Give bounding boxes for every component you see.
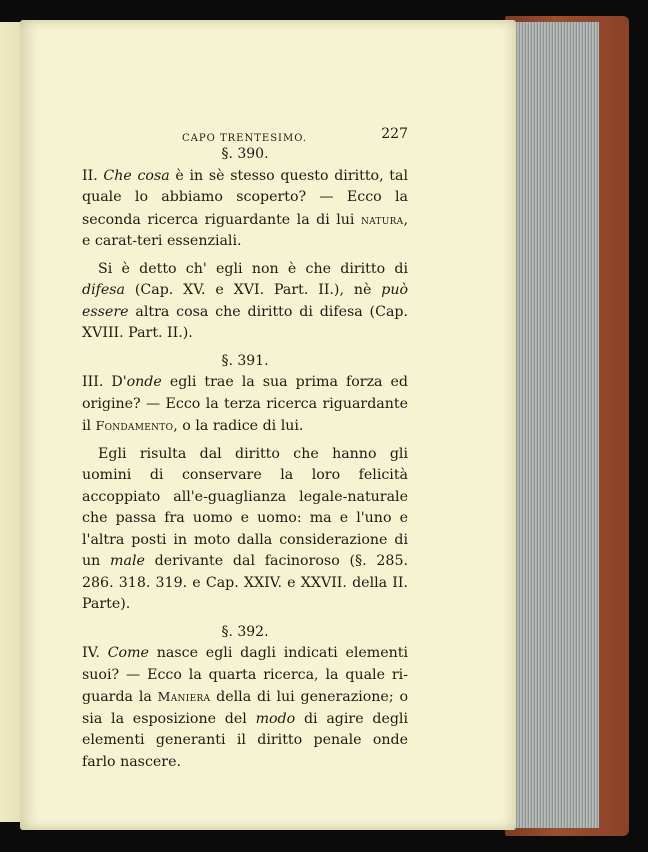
- italic-text: male: [110, 553, 145, 569]
- sections-container: [82, 144, 408, 773]
- small-caps-text: natura: [360, 211, 404, 227]
- running-title: CAPO TRENTESIMO.: [182, 133, 308, 144]
- section-heading: §. 390.: [221, 146, 269, 162]
- small-caps-text: Fondamento: [95, 418, 174, 433]
- paragraph: Egli risulta dal diritto che hanno gli uomini di conservare la loro felicità accoppiato all'e-guaglianza legale-naturale che passa fra uomo e uomo: ma e l'uno e l'altra posti in moto dalla considerazione di un male derivante dal facinoroso (§. 285. 286. 318. 319. e Cap. XXIV. e XXVII. della II. Parte).: [82, 445, 408, 612]
- italic-text: onde: [126, 374, 162, 390]
- paragraph: II. Che cosa è in sè stesso questo diritto, tal quale lo abbiamo scoperto? — Ecco la seconda ricerca riguardante la di lui natura, e carat-teri essenziali.: [82, 167, 408, 249]
- page-number: 227: [381, 126, 408, 142]
- paragraph: IV. Come nasce egli dagli indicati elementi suoi? — Ecco la quarta ricerca, la quale ri-guarda la Maniera della di lui generazione; o sia la esposizione del modo di agire degli elementi generanti il diritto penale onde farlo nascere.: [82, 645, 409, 770]
- page-header: [82, 124, 408, 144]
- paragraph: III. D'onde egli trae la sua prima forza ed origine? — Ecco la terza ricerca riguardante il Fondamento, o la radice di lui.: [82, 374, 408, 434]
- book-page: [20, 20, 516, 830]
- italic-text: Che cosa: [103, 167, 170, 184]
- italic-text: può essere: [82, 282, 408, 320]
- italic-text: Come: [107, 645, 149, 661]
- page-edges: [512, 22, 599, 828]
- section-heading: §. 392.: [221, 623, 269, 640]
- small-caps-text: Maniera: [157, 689, 211, 704]
- section-heading: §. 391.: [221, 352, 269, 369]
- paragraph: Si è detto ch' egli non è che diritto di difesa (Cap. XV. e XVI. Part. II.), nè può essere altra cosa che diritto di difesa (Cap. XVIII. Part. II.).: [82, 260, 408, 341]
- italic-text: modo: [255, 710, 296, 727]
- page-text: [82, 124, 408, 779]
- italic-text: difesa: [82, 282, 126, 298]
